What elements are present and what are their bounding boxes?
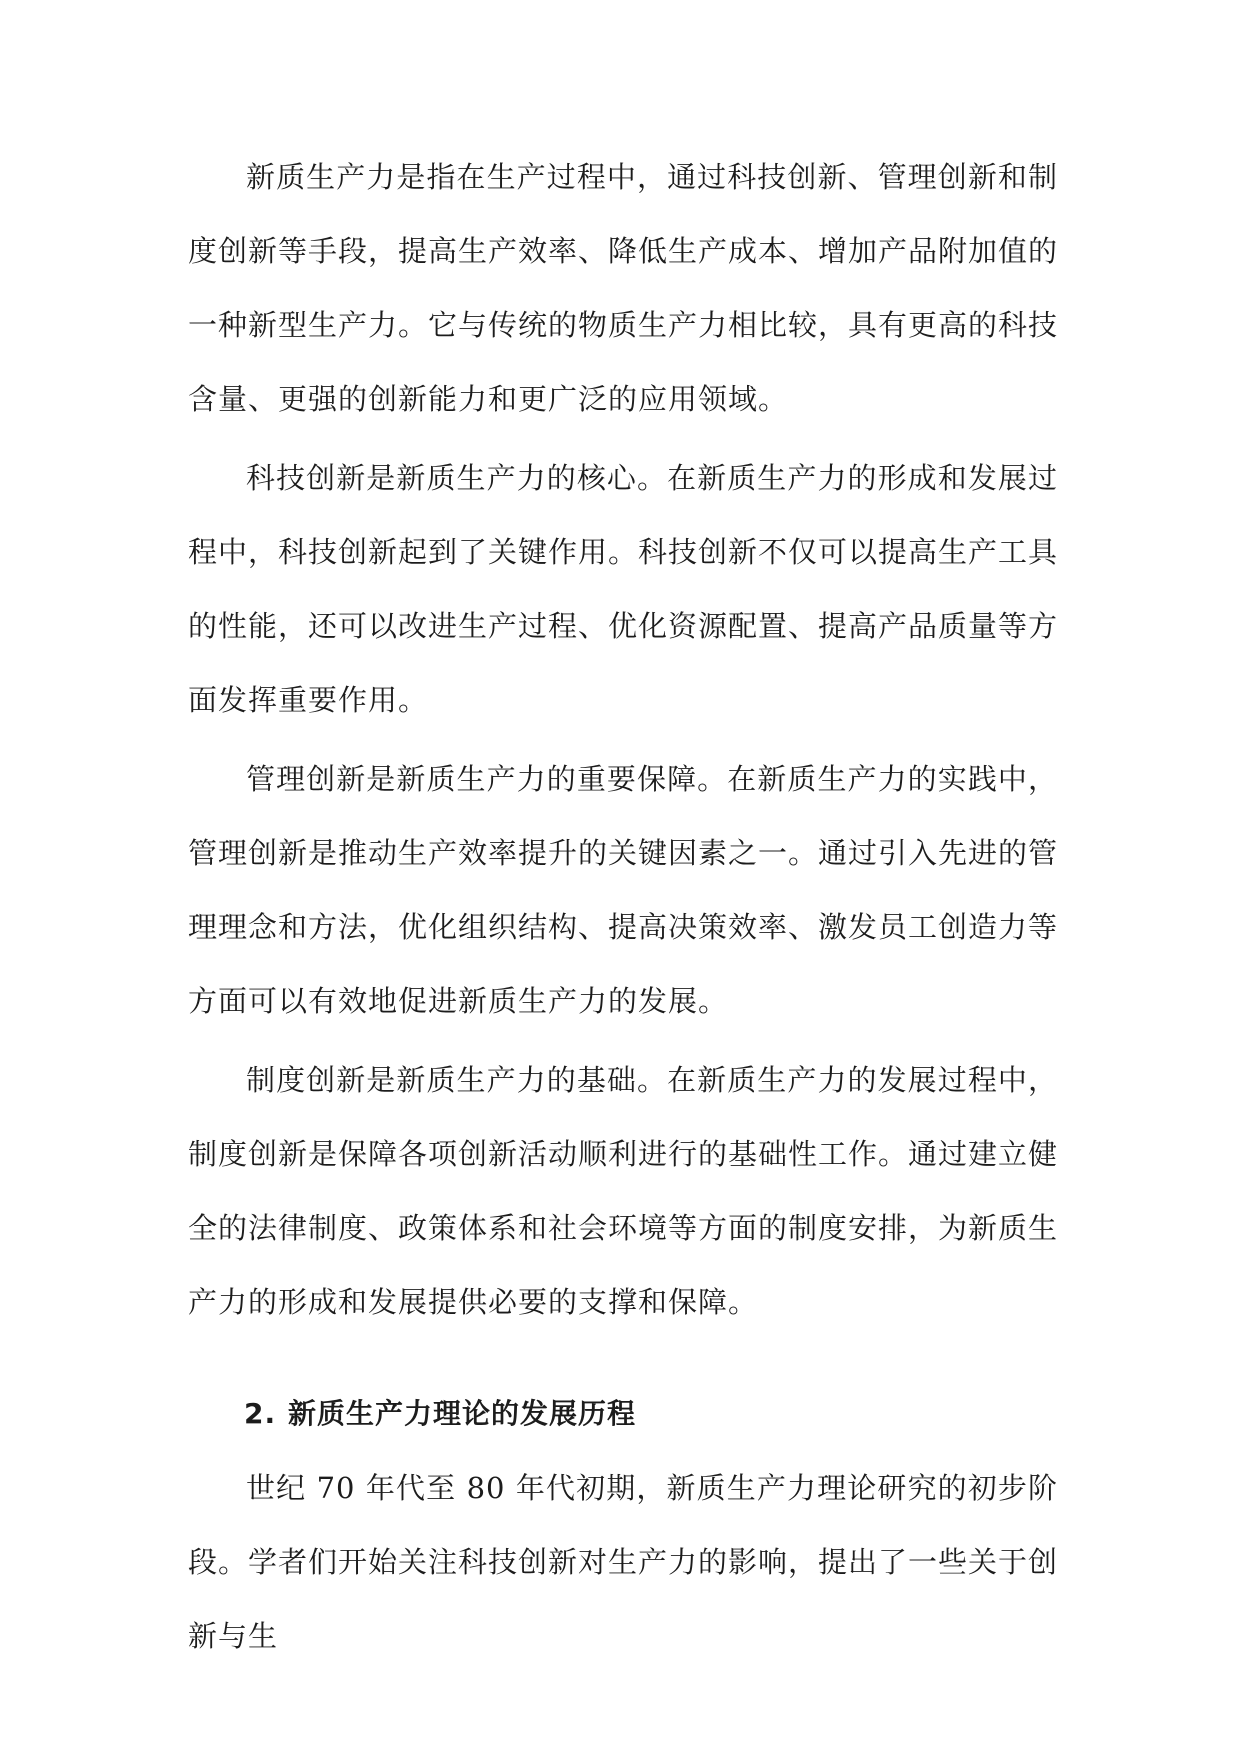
section-heading [188, 1377, 1058, 1451]
document-page [188, 140, 1058, 1678]
section-number: 2. [244, 1397, 277, 1430]
paragraph-definition: 新质生产力是指在生产过程中，通过科技创新、管理创新和制度创新等手段，提高生产效率、降低生产成本、增加产品附加值的一种新型生产力。它与传统的物质生产力相比较，具有更高的科技含量、更强的创新能力和更广泛的应用领域。 [188, 160, 1059, 416]
paragraph-tech-innovation: 科技创新是新质生产力的核心。在新质生产力的形成和发展过程中，科技创新起到了关键作用。科技创新不仅可以提高生产工具的性能，还可以改进生产过程、优化资源配置、提高产品质量等方面发挥重要作用。 [188, 461, 1059, 717]
section-title: 新质生产力理论的发展历程 [288, 1397, 637, 1430]
paragraph-history-1970s: 世纪 70 年代至 80 年代初期，新质生产力理论研究的初步阶段。学者们开始关注科技创新对生产力的影响，提出了一些关于创新与生 [188, 1471, 1059, 1653]
paragraph-institutional-innovation: 制度创新是新质生产力的基础。在新质生产力的发展过程中，制度创新是保障各项创新活动顺利进行的基础性工作。通过建立健全的法律制度、政策体系和社会环境等方面的制度安排，为新质生产力的形成和发展提供必要的支撑和保障。 [188, 1063, 1059, 1319]
paragraph-management-innovation: 管理创新是新质生产力的重要保障。在新质生产力的实践中，管理创新是推动生产效率提升的关键因素之一。通过引入先进的管理理念和方法，优化组织结构、提高决策效率、激发员工创造力等方面可以有效地促进新质生产力的发展。 [188, 762, 1059, 1018]
